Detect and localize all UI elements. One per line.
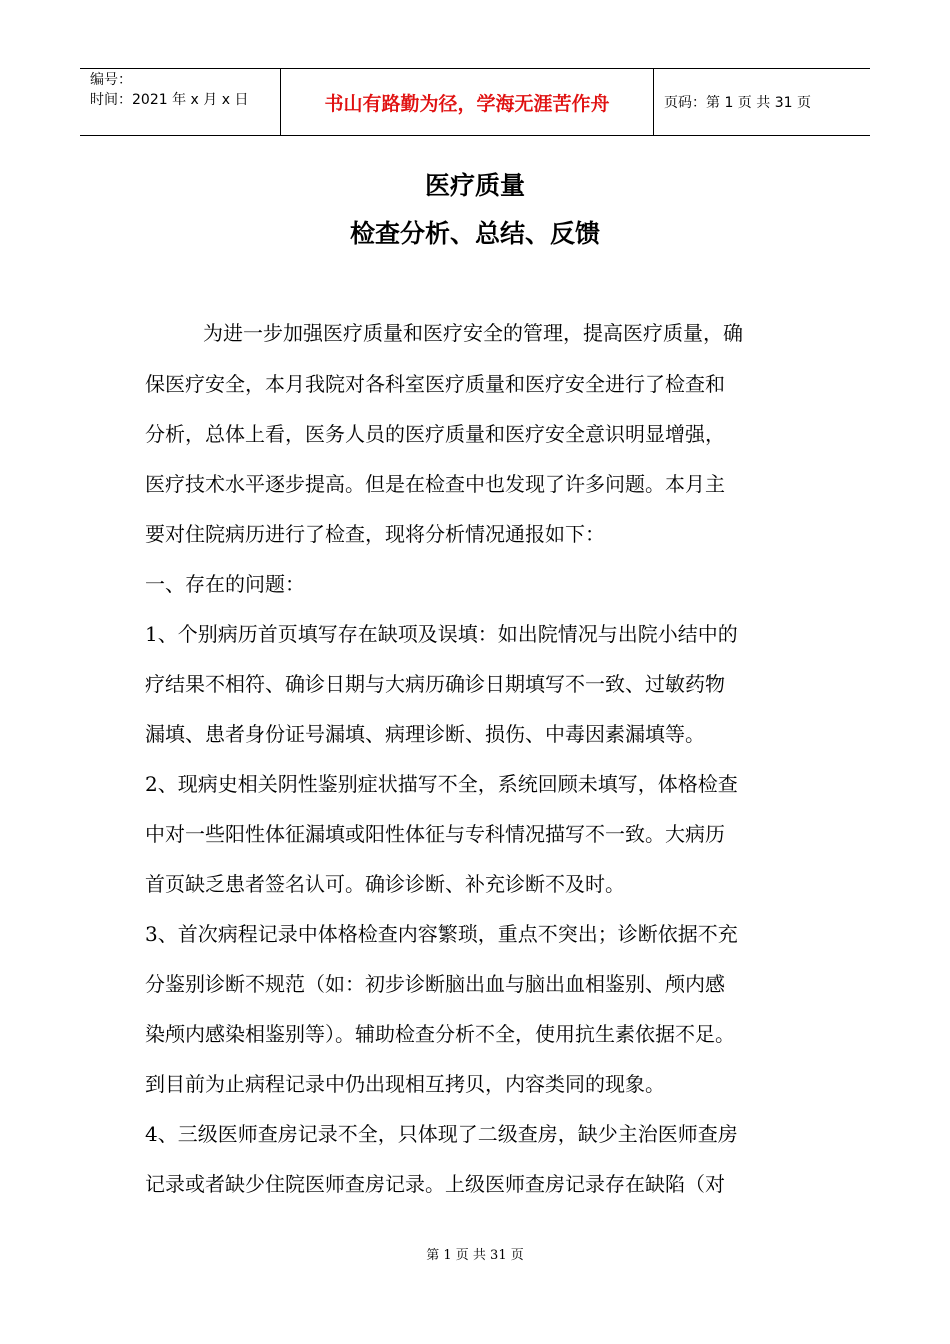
body-line: 疗结果不相符、确诊日期与大病历确诊日期填写不一致、过敏药物 (145, 672, 725, 696)
body-line: 3、首次病程记录中体格检查内容繁琐，重点不突出；诊断依据不充 (145, 922, 738, 946)
document-number-label: 编号： (90, 72, 132, 88)
document-header (80, 68, 870, 136)
body-line: 为进一步加强医疗质量和医疗安全的管理，提高医疗质量，确 (203, 321, 743, 345)
body-line: 记录或者缺少住院医师查房记录。上级医师查房记录存在缺陷（对 (145, 1172, 725, 1196)
body-line: 医疗技术水平逐步提高。但是在检查中也发现了许多问题。本月主 (145, 472, 725, 496)
body-line: 到目前为止病程记录中仍出现相互拷贝，内容类同的现象。 (145, 1072, 665, 1096)
body-line: 首页缺乏患者签名认可。确诊诊断、补充诊断不及时。 (145, 872, 625, 896)
body-line: 要对住院病历进行了检查，现将分析情况通报如下： (145, 522, 605, 546)
body-line: 中对一些阳性体征漏填或阳性体征与专科情况描写不一致。大病历 (145, 822, 725, 846)
body-line: 分鉴别诊断不规范（如：初步诊断脑出血与脑出血相鉴别、颅内感 (145, 972, 725, 996)
body-line: 4、三级医师查房记录不全，只体现了二级查房，缺少主治医师查房 (145, 1122, 738, 1146)
document-date: 时间：2021 年 x 月 x 日 (90, 92, 249, 108)
section-heading: 一、存在的问题： (145, 572, 305, 596)
header-motto-cell (280, 69, 654, 135)
header-motto: 书山有路勤为径，学海无涯苦作舟 (324, 93, 610, 115)
header-meta-cell (80, 69, 280, 135)
body-line: 2、现病史相关阴性鉴别症状描写不全，系统回顾未填写，体格检查 (145, 772, 738, 796)
body-line: 漏填、患者身份证号漏填、病理诊断、损伤、中毒因素漏填等。 (145, 722, 705, 746)
header-page-cell (654, 69, 870, 135)
body-line: 分析，总体上看，医务人员的医疗质量和医疗安全意识明显增强， (145, 422, 725, 446)
body-line: 染颅内感染相鉴别等）。辅助检查分析不全，使用抗生素依据不足。 (145, 1022, 735, 1046)
page-footer: 第 1 页 共 31 页 (426, 1248, 524, 1263)
document-title-line-2: 检查分析、总结、反馈 (349, 219, 600, 248)
body-line: 保医疗安全，本月我院对各科室医疗质量和医疗安全进行了检查和 (145, 372, 725, 396)
body-line: 1、个别病历首页填写存在缺项及误填：如出院情况与出院小结中的 (145, 622, 738, 646)
document-title-line-1: 医疗质量 (424, 171, 525, 200)
header-page-code: 页码：第 1 页 共 31 页 (664, 95, 811, 111)
